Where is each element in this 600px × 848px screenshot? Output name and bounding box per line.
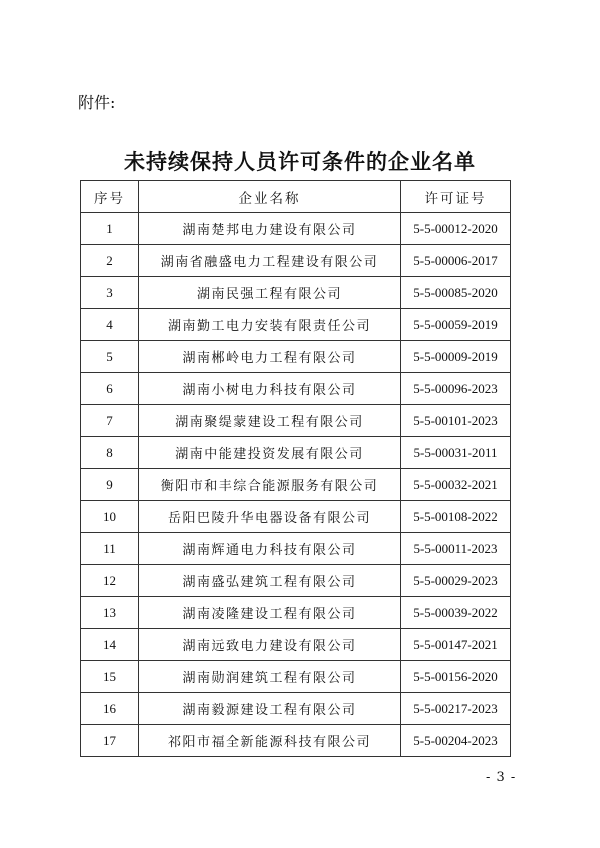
license-number-cell: 5-5-00217-2023 xyxy=(401,693,511,725)
serial-cell: 1 xyxy=(81,213,139,245)
serial-cell: 10 xyxy=(81,501,139,533)
serial-cell: 9 xyxy=(81,469,139,501)
license-number-cell: 5-5-00039-2022 xyxy=(401,597,511,629)
company-name-cell: 湖南远致电力建设有限公司 xyxy=(139,629,401,661)
table-row xyxy=(81,725,511,757)
license-number-cell: 5-5-00156-2020 xyxy=(401,661,511,693)
table-row xyxy=(81,373,511,405)
table-row xyxy=(81,629,511,661)
license-number-cell: 5-5-00108-2022 xyxy=(401,501,511,533)
serial-cell: 12 xyxy=(81,565,139,597)
table-row xyxy=(81,693,511,725)
company-name-cell: 湖南勤工电力安装有限责任公司 xyxy=(139,309,401,341)
company-name-cell: 湖南凌隆建设工程有限公司 xyxy=(139,597,401,629)
license-number-cell: 5-5-00101-2023 xyxy=(401,405,511,437)
table-row xyxy=(81,469,511,501)
header-serial: 序号 xyxy=(81,181,139,213)
serial-cell: 7 xyxy=(81,405,139,437)
company-name-cell: 湖南盛弘建筑工程有限公司 xyxy=(139,565,401,597)
license-number-cell: 5-5-00009-2019 xyxy=(401,341,511,373)
license-number-cell: 5-5-00096-2023 xyxy=(401,373,511,405)
license-number-cell: 5-5-00011-2023 xyxy=(401,533,511,565)
serial-cell: 11 xyxy=(81,533,139,565)
table-body xyxy=(81,213,511,757)
table-row xyxy=(81,405,511,437)
license-number-cell: 5-5-00204-2023 xyxy=(401,725,511,757)
company-name-cell: 湖南毅源建设工程有限公司 xyxy=(139,693,401,725)
company-name-cell: 湖南辉通电力科技有限公司 xyxy=(139,533,401,565)
license-number-cell: 5-5-00012-2020 xyxy=(401,213,511,245)
table-row xyxy=(81,309,511,341)
table-row xyxy=(81,565,511,597)
header-license-number: 许可证号 xyxy=(401,181,511,213)
page-number: - 3 - xyxy=(486,770,517,785)
attachment-label: 附件: xyxy=(78,93,116,112)
license-number-cell: 5-5-00006-2017 xyxy=(401,245,511,277)
serial-cell: 13 xyxy=(81,597,139,629)
table-header-row xyxy=(81,181,511,213)
company-name-cell: 衡阳市和丰综合能源服务有限公司 xyxy=(139,469,401,501)
serial-cell: 8 xyxy=(81,437,139,469)
license-number-cell: 5-5-00147-2021 xyxy=(401,629,511,661)
serial-cell: 3 xyxy=(81,277,139,309)
license-number-cell: 5-5-00085-2020 xyxy=(401,277,511,309)
company-name-cell: 湖南郴岭电力工程有限公司 xyxy=(139,341,401,373)
serial-cell: 5 xyxy=(81,341,139,373)
serial-cell: 4 xyxy=(81,309,139,341)
license-number-cell: 5-5-00031-2011 xyxy=(401,437,511,469)
serial-cell: 2 xyxy=(81,245,139,277)
company-name-cell: 湖南中能建投资发展有限公司 xyxy=(139,437,401,469)
table-row xyxy=(81,597,511,629)
company-name-cell: 湖南聚缇蒙建设工程有限公司 xyxy=(139,405,401,437)
serial-cell: 16 xyxy=(81,693,139,725)
license-number-cell: 5-5-00029-2023 xyxy=(401,565,511,597)
company-name-cell: 湖南楚邦电力建设有限公司 xyxy=(139,213,401,245)
table-row xyxy=(81,437,511,469)
table-row xyxy=(81,501,511,533)
license-number-cell: 5-5-00059-2019 xyxy=(401,309,511,341)
table-row xyxy=(81,213,511,245)
license-number-cell: 5-5-00032-2021 xyxy=(401,469,511,501)
table-row xyxy=(81,277,511,309)
serial-cell: 14 xyxy=(81,629,139,661)
company-name-cell: 湖南省融盛电力工程建设有限公司 xyxy=(139,245,401,277)
header-company-name: 企业名称 xyxy=(139,181,401,213)
company-table xyxy=(80,180,511,757)
company-name-cell: 岳阳巴陵升华电器设备有限公司 xyxy=(139,501,401,533)
serial-cell: 17 xyxy=(81,725,139,757)
table-row xyxy=(81,341,511,373)
company-name-cell: 湖南民强工程有限公司 xyxy=(139,277,401,309)
company-name-cell: 祁阳市福全新能源科技有限公司 xyxy=(139,725,401,757)
table-row xyxy=(81,245,511,277)
table-row xyxy=(81,533,511,565)
company-name-cell: 湖南勋润建筑工程有限公司 xyxy=(139,661,401,693)
serial-cell: 15 xyxy=(81,661,139,693)
company-name-cell: 湖南小树电力科技有限公司 xyxy=(139,373,401,405)
serial-cell: 6 xyxy=(81,373,139,405)
table-row xyxy=(81,661,511,693)
document-title: 未持续保持人员许可条件的企业名单 xyxy=(124,149,476,174)
